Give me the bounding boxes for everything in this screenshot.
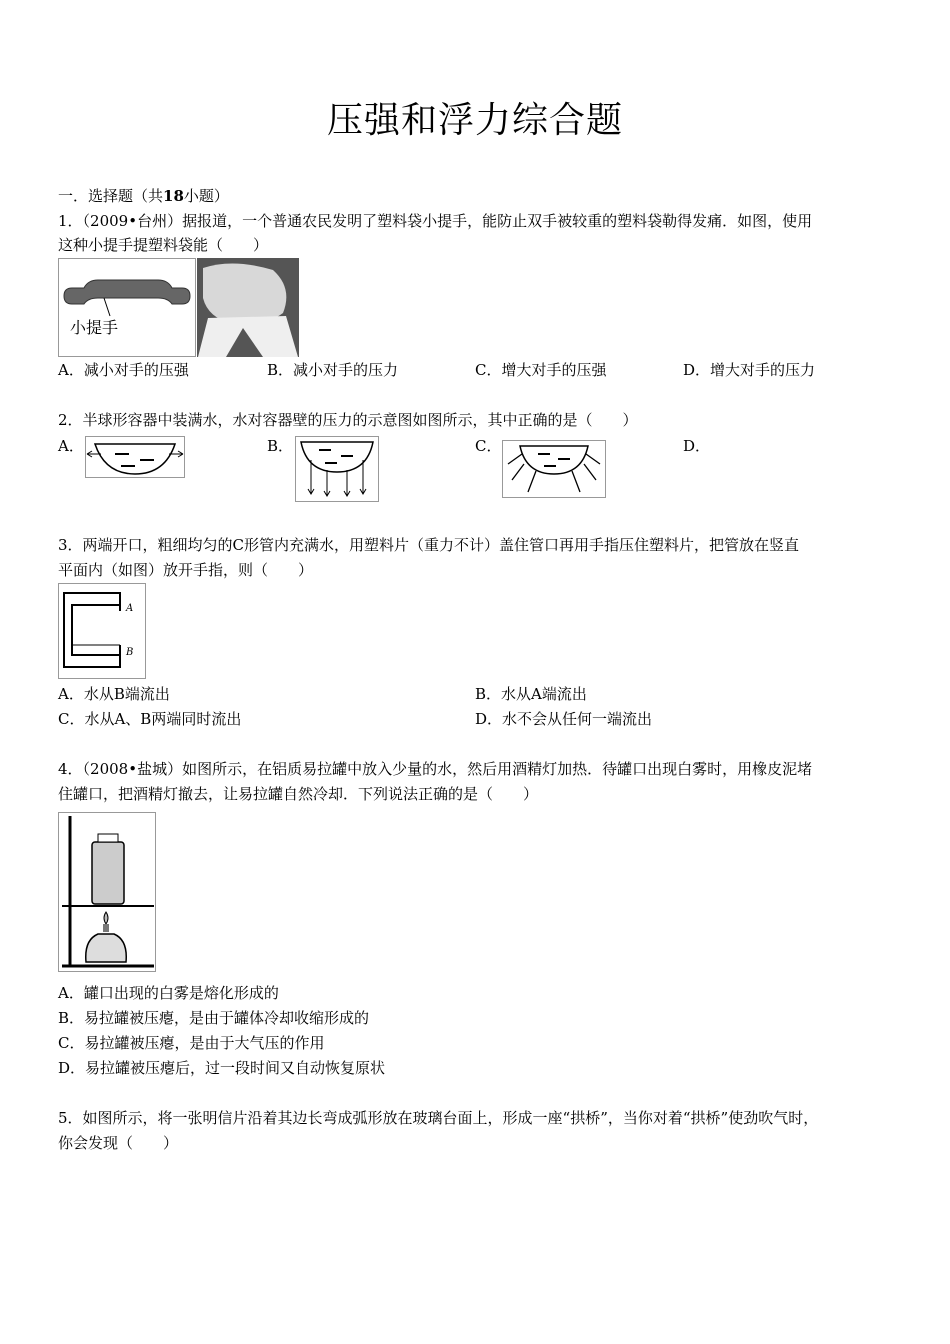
q4-alcohol-lamp — [86, 934, 127, 962]
q1-option-b[interactable]: B．减小对手的压力 — [267, 361, 399, 379]
section-suffix: 小题） — [183, 187, 229, 205]
q3-option-a[interactable]: A．水从B端流出 — [58, 685, 170, 703]
q4-stem-line1: 4．（2008•盐城）如图所示，在铝质易拉罐中放入少量的水，然后用酒精灯加热．待罐口出现白雾时，用橡皮泥堵 — [58, 760, 813, 778]
q4-option-a[interactable]: A．罐口出现的白雾是熔化形成的 — [58, 984, 279, 1002]
q1-option-c[interactable]: C．增大对手的压强 — [475, 361, 607, 379]
q4-option-b[interactable]: B．易拉罐被压瘪，是由于罐体冷却收缩形成的 — [58, 1009, 370, 1027]
q4-wick — [103, 924, 109, 932]
q4-option-c[interactable]: C．易拉罐被压瘪，是由于大气压的作用 — [58, 1034, 325, 1052]
page-title: 压强和浮力综合题 — [326, 100, 623, 141]
q3-stem-line2: 平面内（如图）放开手指，则（ ） — [58, 561, 314, 579]
question-count: 18 — [163, 187, 184, 205]
q3-option-c[interactable]: C．水从A、B两端同时流出 — [58, 710, 242, 728]
q1-option-d[interactable]: D．增大对手的压力 — [683, 361, 816, 379]
q4-option-d[interactable]: D．易拉罐被压瘪后，过一段时间又自动恢复原状 — [58, 1059, 386, 1077]
q3-label-b: B — [126, 647, 134, 658]
q3-label-a: A — [126, 603, 134, 614]
q4-can — [92, 842, 124, 904]
q2-option-c[interactable]: C． — [475, 437, 502, 455]
q4-figure — [58, 812, 156, 972]
q5-stem-line1: 5．如图所示，将一张明信片沿着其边长弯成弧形放在玻璃台面上，形成一座“拱桥”，当你对着“拱桥”使劲吹气时， — [58, 1109, 819, 1127]
q3-figure — [58, 583, 146, 679]
q1-option-a[interactable]: A．减小对手的压强 — [58, 361, 189, 379]
q1-handle-label: 小提手 — [70, 318, 119, 337]
section-heading — [58, 186, 229, 206]
q2-figure-a[interactable] — [85, 436, 185, 478]
q4-stem-line2: 住罐口，把酒精灯撤去，让易拉罐自然冷却．下列说法正确的是（ ） — [58, 785, 539, 803]
q3-option-d[interactable]: D．水不会从任何一端流出 — [475, 710, 653, 728]
q4-can-top — [98, 834, 118, 842]
q2-stem: 2．半球形容器中装满水，水对容器壁的压力的示意图如图所示，其中正确的是（ ） — [58, 411, 638, 429]
q1-hand-shape — [203, 263, 286, 324]
q3-option-b[interactable]: B．水从A端流出 — [475, 685, 587, 703]
q5-stem-line2: 你会发现（ ） — [58, 1134, 179, 1152]
q2-figure-c[interactable] — [502, 440, 606, 498]
q1-stem-line2: 这种小提手提塑料袋能（ ） — [58, 236, 269, 254]
q1-handle-frame — [59, 259, 196, 357]
q4-flame — [104, 912, 108, 924]
q2-option-d[interactable]: D． — [683, 437, 711, 455]
section-prefix: 一．选择题（共 — [58, 187, 164, 205]
q2-option-a[interactable]: A． — [58, 437, 84, 455]
q1-figure — [58, 258, 300, 358]
q2-figure-b[interactable] — [295, 436, 379, 502]
q2-option-b[interactable]: B． — [267, 437, 294, 455]
q1-stem-line1: 1．（2009•台州）据报道，一个普通农民发明了塑料袋小提手，能防止双手被较重的塑料袋勒得发痛．如图，使用 — [58, 212, 813, 230]
q3-stem-line1: 3．两端开口，粗细均匀的C形管内充满水，用塑料片（重力不计）盖住管口再用手指压住塑料片，把管放在竖直 — [58, 536, 800, 554]
